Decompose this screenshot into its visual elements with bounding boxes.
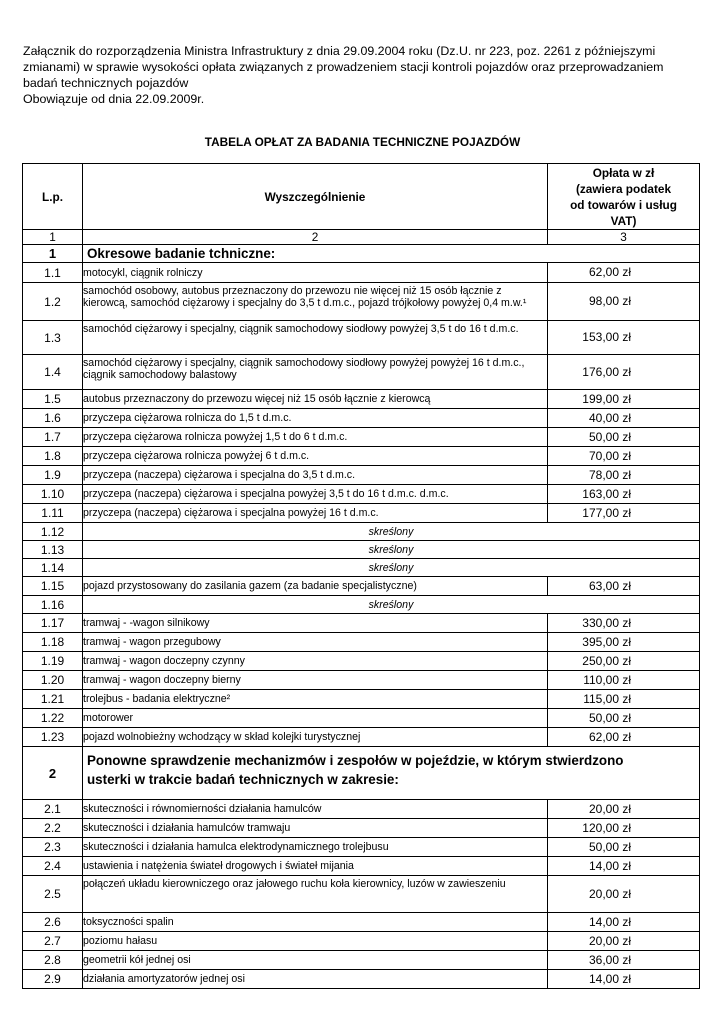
row-description: przyczepa ciężarowa rolnicza powyżej 6 t d.m.c. (83, 447, 548, 466)
struck-out-label: skreślony (83, 541, 700, 559)
table-row (23, 596, 700, 614)
row-number: 1.14 (23, 559, 83, 577)
row-number: 1.7 (23, 428, 83, 447)
table-row (23, 485, 700, 504)
row-fee: 163,00 zł (548, 485, 700, 504)
row-fee: 63,00 zł (548, 577, 700, 596)
row-number: 1.1 (23, 263, 83, 283)
column-number-row (23, 230, 700, 245)
row-fee: 115,00 zł (548, 690, 700, 709)
row-fee: 98,00 zł (548, 283, 700, 321)
row-number: 1.20 (23, 671, 83, 690)
row-fee: 199,00 zł (548, 390, 700, 409)
row-number: 2.2 (23, 819, 83, 838)
row-number: 1.17 (23, 614, 83, 633)
table-row (23, 652, 700, 671)
header-fee-line: Opłata w zł (592, 166, 655, 180)
row-fee: 78,00 zł (548, 466, 700, 485)
row-number: 1.12 (23, 523, 83, 541)
table-row (23, 913, 700, 932)
row-description: pojazd przystosowany do zasilania gazem (za badanie specjalistyczne) (83, 577, 548, 596)
row-description: pojazd wolnobieżny wchodzący w skład kolejki turystycznej (83, 728, 548, 747)
row-fee: 20,00 zł (548, 876, 700, 913)
table-row (23, 447, 700, 466)
row-description: samochód osobowy, autobus przeznaczony do przewozu nie więcej niż 15 osób łącznie z kierowcą, samochód ciężarowy i specjalny do 3,5 t d.m.c., pojazd trójkołowy powyżej 0,4 m.w.¹ (83, 283, 548, 321)
section-row (23, 747, 700, 800)
row-description: przyczepa ciężarowa rolnicza powyżej 1,5 t do 6 t d.m.c. (83, 428, 548, 447)
row-description: poziomu hałasu (83, 932, 548, 951)
table-row (23, 428, 700, 447)
table-row (23, 819, 700, 838)
table-row (23, 671, 700, 690)
row-number: 2.1 (23, 800, 83, 819)
header-line: zmianami) w sprawie wysokości opłata związanych z prowadzeniem stacji kontroli pojazdów oraz przeprowadzaniem (23, 60, 664, 74)
row-number: 2.3 (23, 838, 83, 857)
row-fee: 176,00 zł (548, 355, 700, 390)
table-row (23, 355, 700, 390)
header-fee (548, 164, 700, 230)
header-fee-line: od towarów i usług (570, 198, 677, 212)
table-row (23, 409, 700, 428)
column-number: 1 (23, 230, 83, 245)
row-description: przyczepa ciężarowa rolnicza do 1,5 t d.m.c. (83, 409, 548, 428)
row-number: 1.3 (23, 321, 83, 355)
row-description: działania amortyzatorów jednej osi (83, 970, 548, 989)
column-number: 3 (548, 230, 700, 245)
section-title-line: usterki w trakcie badań technicznych w zakresie: (87, 772, 399, 787)
table-row (23, 800, 700, 819)
table-row (23, 390, 700, 409)
row-description: skuteczności i równomierności działania hamulców (83, 800, 548, 819)
row-fee: 110,00 zł (548, 671, 700, 690)
row-number: 1.6 (23, 409, 83, 428)
header-line: Załącznik do rozporządzenia Ministra Infrastruktury z dnia 29.09.2004 roku (Dz.U. nr 223, poz. 2261 z późniejszymi (23, 44, 656, 58)
row-fee: 40,00 zł (548, 409, 700, 428)
header-line: badań technicznych pojazdów (23, 76, 189, 90)
table-row (23, 263, 700, 283)
row-number: 1.23 (23, 728, 83, 747)
row-fee: 62,00 zł (548, 728, 700, 747)
table-row (23, 690, 700, 709)
struck-out-label: skreślony (83, 596, 700, 614)
row-description: ustawienia i natężenia świateł drogowych i świateł mijania (83, 857, 548, 876)
row-description: toksyczności spalin (83, 913, 548, 932)
row-fee: 395,00 zł (548, 633, 700, 652)
row-description: przyczepa (naczepa) ciężarowa i specjalna powyżej 3,5 t do 16 t d.m.c. d.m.c. (83, 485, 548, 504)
section-row (23, 245, 700, 263)
row-fee: 14,00 zł (548, 913, 700, 932)
row-fee: 70,00 zł (548, 447, 700, 466)
row-description: trolejbus - badania elektryczne² (83, 690, 548, 709)
row-number: 2.5 (23, 876, 83, 913)
table-row (23, 283, 700, 321)
table-row (23, 504, 700, 523)
row-fee: 14,00 zł (548, 857, 700, 876)
row-number: 1.13 (23, 541, 83, 559)
column-number: 2 (83, 230, 548, 245)
row-number: 2.7 (23, 932, 83, 951)
row-number: 1.15 (23, 577, 83, 596)
row-description: samochód ciężarowy i specjalny, ciągnik samochodowy siodłowy powyżej 3,5 t do 16 t d.m.c. (83, 321, 548, 355)
row-fee: 14,00 zł (548, 970, 700, 989)
row-description: autobus przeznaczony do przewozu więcej niż 15 osób łącznie z kierowcą (83, 390, 548, 409)
page-title: TABELA OPŁAT ZA BADANIA TECHNICZNE POJAZDÓW (204, 135, 521, 149)
row-description: skuteczności i działania hamulców tramwaju (83, 819, 548, 838)
table-row (23, 541, 700, 559)
table-row (23, 838, 700, 857)
table-row (23, 728, 700, 747)
table-row (23, 709, 700, 728)
row-description: motorower (83, 709, 548, 728)
row-fee: 50,00 zł (548, 709, 700, 728)
table-row (23, 932, 700, 951)
row-fee: 20,00 zł (548, 932, 700, 951)
row-number: 1.4 (23, 355, 83, 390)
row-fee: 50,00 zł (548, 428, 700, 447)
document-header (23, 43, 703, 107)
section-number: 1 (23, 245, 83, 263)
row-number: 1.5 (23, 390, 83, 409)
row-number: 1.18 (23, 633, 83, 652)
table-row (23, 614, 700, 633)
table-row (23, 633, 700, 652)
row-number: 2.8 (23, 951, 83, 970)
row-description: skuteczności i działania hamulca elektrodynamicznego trolejbusu (83, 838, 548, 857)
header-fee-line: VAT) (610, 214, 637, 228)
table-row (23, 523, 700, 541)
header-fee-line: (zawiera podatek (575, 182, 672, 196)
table-row (23, 559, 700, 577)
row-number: 1.2 (23, 283, 83, 321)
row-fee: 50,00 zł (548, 838, 700, 857)
struck-out-label: skreślony (83, 559, 700, 577)
table-row (23, 577, 700, 596)
row-description: tramwaj - wagon doczepny bierny (83, 671, 548, 690)
row-number: 1.22 (23, 709, 83, 728)
row-fee: 330,00 zł (548, 614, 700, 633)
row-fee: 250,00 zł (548, 652, 700, 671)
table-row (23, 321, 700, 355)
row-description: motocykl, ciągnik rolniczy (83, 263, 548, 283)
table-row (23, 970, 700, 989)
row-description: przyczepa (naczepa) ciężarowa i specjalna powyżej 16 t d.m.c. (83, 504, 548, 523)
effective-date: Obowiązuje od dnia 22.09.2009r. (23, 92, 205, 106)
row-description: samochód ciężarowy i specjalny, ciągnik samochodowy siodłowy powyżej powyżej 16 t d.m.c., ciągnik samochodowy balastowy (83, 355, 548, 390)
row-description: połączeń układu kierowniczego oraz jałowego ruchu koła kierownicy, luzów w zawieszeniu (83, 876, 548, 913)
row-number: 1.9 (23, 466, 83, 485)
row-description: geometrii kół jednej osi (83, 951, 548, 970)
row-number: 2.6 (23, 913, 83, 932)
row-fee: 153,00 zł (548, 321, 700, 355)
row-number: 2.4 (23, 857, 83, 876)
header-description: Wyszczególnienie (83, 164, 548, 230)
row-description: tramwaj - -wagon silnikowy (83, 614, 548, 633)
row-number: 1.8 (23, 447, 83, 466)
section-title: Okresowe badanie tchniczne: (83, 245, 700, 263)
row-fee: 177,00 zł (548, 504, 700, 523)
table-row (23, 951, 700, 970)
row-fee: 62,00 zł (548, 263, 700, 283)
section-title (83, 747, 700, 800)
row-description: tramwaj - wagon doczepny czynny (83, 652, 548, 671)
section-title-line: Ponowne sprawdzenie mechanizmów i zespołów w pojeździe, w którym stwierdzono (87, 753, 624, 768)
row-description: tramwaj - wagon przegubowy (83, 633, 548, 652)
row-fee: 36,00 zł (548, 951, 700, 970)
table-header-row (23, 164, 700, 230)
fees-table (22, 163, 700, 989)
row-number: 2.9 (23, 970, 83, 989)
struck-out-label: skreślony (83, 523, 700, 541)
row-description: przyczepa (naczepa) ciężarowa i specjalna do 3,5 t d.m.c. (83, 466, 548, 485)
table-row (23, 857, 700, 876)
row-number: 1.19 (23, 652, 83, 671)
table-row (23, 876, 700, 913)
row-number: 1.10 (23, 485, 83, 504)
row-number: 1.21 (23, 690, 83, 709)
table-row (23, 466, 700, 485)
row-number: 1.11 (23, 504, 83, 523)
row-fee: 120,00 zł (548, 819, 700, 838)
row-number: 1.16 (23, 596, 83, 614)
row-fee: 20,00 zł (548, 800, 700, 819)
header-lp: L.p. (23, 164, 83, 230)
section-number: 2 (23, 747, 83, 800)
